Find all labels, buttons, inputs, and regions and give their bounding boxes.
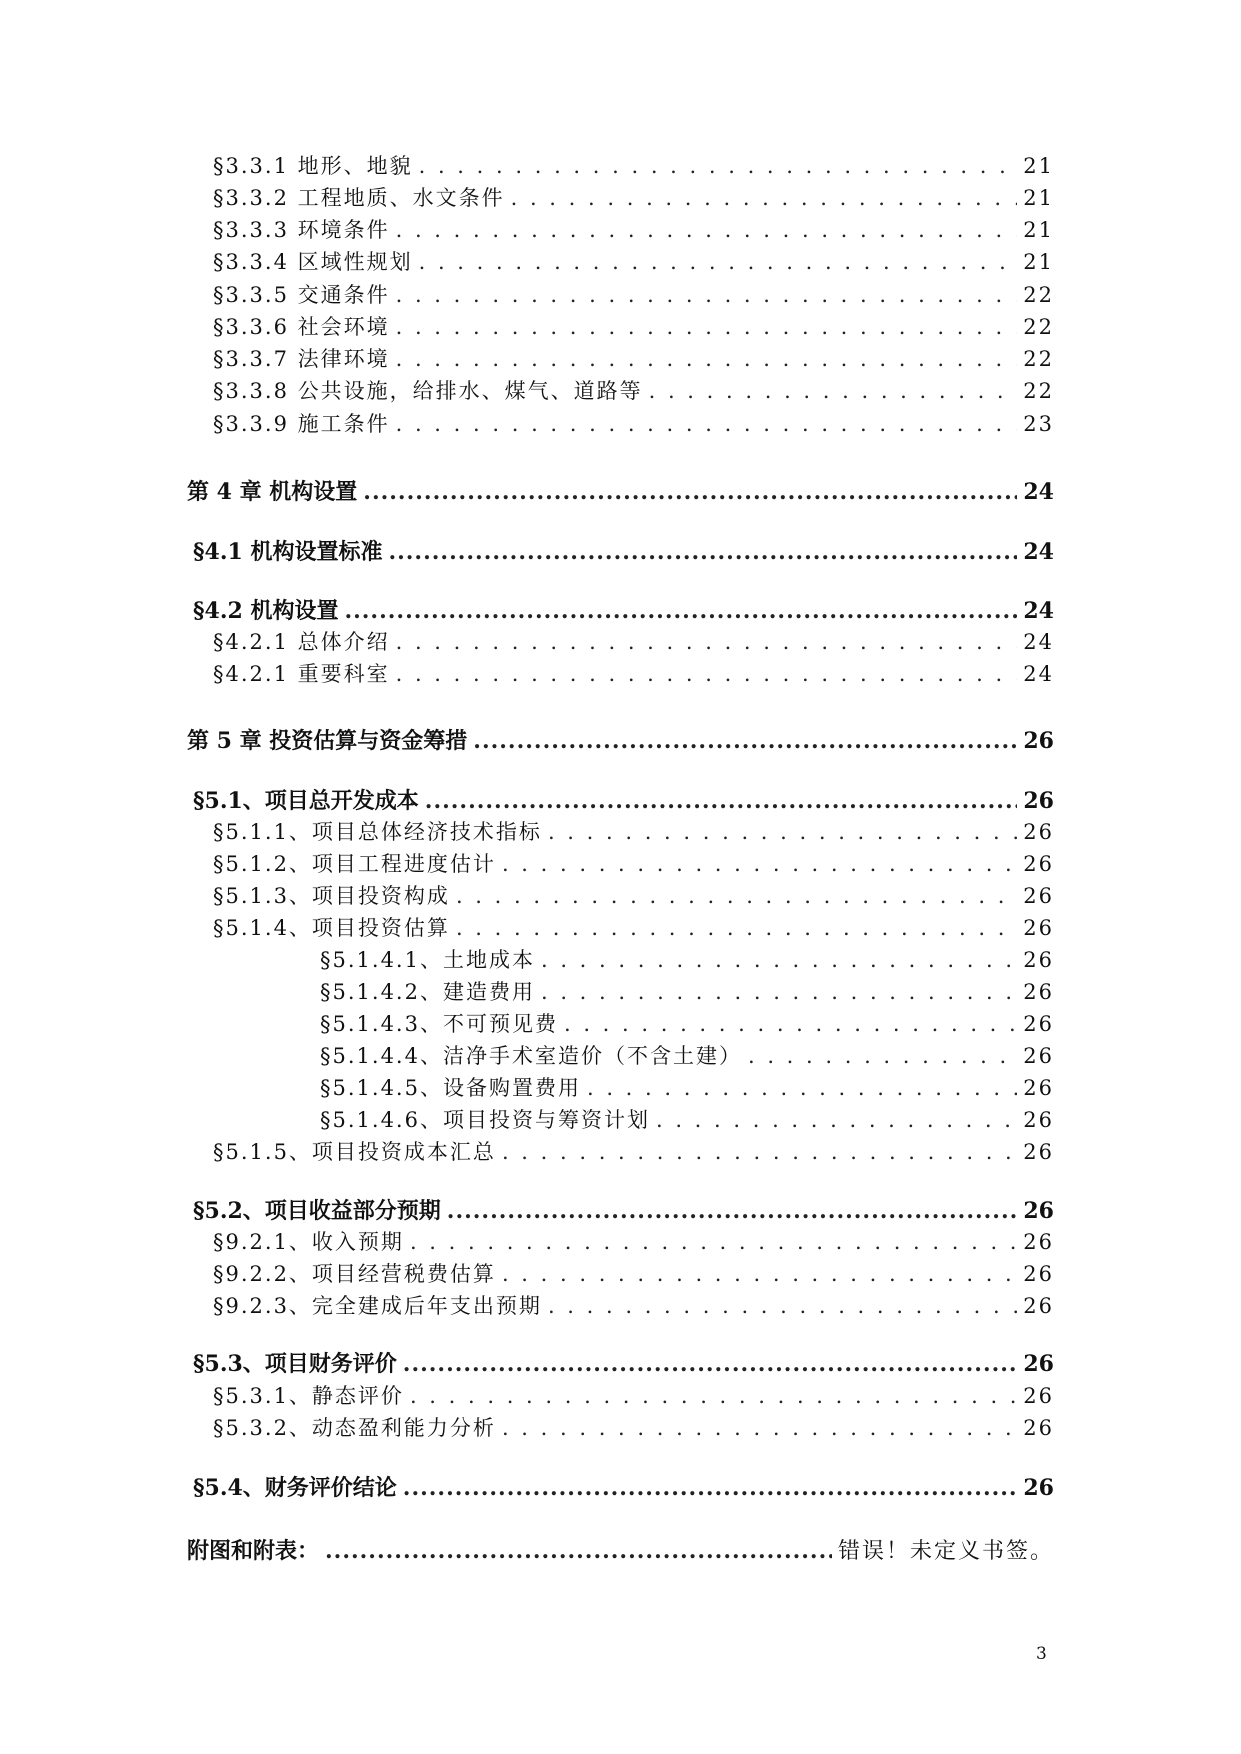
dot-leader bbox=[541, 977, 1017, 1007]
toc-entry-page: 22 bbox=[1023, 283, 1054, 307]
toc-entry-title: §3.3.8 公共设施，给排水、煤气、道路等 bbox=[213, 379, 643, 403]
dot-leader bbox=[344, 596, 1017, 626]
toc-section-entry[interactable] bbox=[193, 1349, 1054, 1379]
toc-entry-title: §5.3、项目财务评价 bbox=[193, 1351, 397, 1377]
toc-entry-page: 26 bbox=[1023, 1044, 1054, 1068]
toc-entry[interactable] bbox=[213, 881, 1054, 911]
toc-entry-title: 附图和附表： bbox=[187, 1538, 320, 1564]
toc-section-entry[interactable] bbox=[193, 596, 1054, 626]
toc-entry[interactable] bbox=[213, 659, 1054, 689]
dot-leader bbox=[396, 409, 1018, 439]
toc-entry[interactable] bbox=[213, 183, 1054, 213]
toc-entry-page: 21 bbox=[1023, 218, 1054, 242]
toc-entry-title: 第 4 章 机构设置 bbox=[187, 479, 358, 505]
toc-entry-title: §3.3.6 社会环境 bbox=[213, 315, 390, 339]
toc-section-entry[interactable] bbox=[193, 1196, 1054, 1226]
toc-entry-title: §9.2.2、项目经营税费估算 bbox=[213, 1262, 496, 1286]
dot-leader bbox=[410, 1227, 1017, 1257]
dot-leader bbox=[502, 849, 1017, 879]
toc-entry[interactable] bbox=[213, 627, 1054, 657]
dot-leader bbox=[419, 247, 1018, 277]
dot-leader bbox=[396, 344, 1018, 374]
toc-entry-title: §3.3.3 环境条件 bbox=[213, 218, 390, 242]
toc-entry-title: §3.3.4 区域性规划 bbox=[213, 250, 413, 274]
toc-entry-page: 22 bbox=[1023, 347, 1054, 371]
dot-leader bbox=[656, 1105, 1017, 1135]
dot-leader bbox=[419, 151, 1018, 181]
toc-entry-page: 26 bbox=[1023, 728, 1054, 754]
dot-leader bbox=[396, 215, 1018, 245]
dot-leader bbox=[403, 1473, 1018, 1503]
toc-entry[interactable] bbox=[213, 1291, 1054, 1321]
toc-entry-page: 26 bbox=[1023, 1230, 1054, 1254]
dot-leader bbox=[325, 1536, 832, 1566]
toc-entry[interactable] bbox=[213, 247, 1054, 277]
toc-section-entry[interactable] bbox=[193, 537, 1054, 567]
dot-leader bbox=[548, 817, 1017, 847]
toc-entry-title: §3.3.5 交通条件 bbox=[213, 283, 390, 307]
toc-entry[interactable] bbox=[213, 1227, 1054, 1257]
toc-entry-page: 26 bbox=[1023, 1416, 1054, 1440]
toc-entry[interactable] bbox=[213, 344, 1054, 374]
toc-entry-page: 24 bbox=[1023, 479, 1054, 505]
toc-section-entry[interactable] bbox=[193, 786, 1054, 816]
toc-entry-title: §5.1.5、项目投资成本汇总 bbox=[213, 1140, 496, 1164]
dot-leader bbox=[396, 312, 1018, 342]
page-number: 3 bbox=[1036, 1644, 1047, 1664]
toc-section-entry[interactable] bbox=[193, 1473, 1054, 1503]
toc-entry-page: 26 bbox=[1023, 916, 1054, 940]
toc-entry[interactable] bbox=[213, 1137, 1054, 1167]
toc-entry-page: 26 bbox=[1023, 1294, 1054, 1318]
dot-leader bbox=[396, 659, 1018, 689]
toc-entry-title: §5.1.4.3、不可预见费 bbox=[320, 1012, 558, 1036]
toc-entry-page: 21 bbox=[1023, 154, 1054, 178]
toc-entry[interactable] bbox=[213, 215, 1054, 245]
toc-entry-title: §5.1.1、项目总体经济技术指标 bbox=[213, 820, 542, 844]
toc-entry-title: §5.4、财务评价结论 bbox=[193, 1475, 397, 1501]
toc-entry[interactable] bbox=[213, 151, 1054, 181]
toc-entry-title: 第 5 章 投资估算与资金筹措 bbox=[187, 728, 468, 754]
toc-entry-page: 26 bbox=[1023, 1108, 1054, 1132]
toc-entry[interactable] bbox=[213, 1259, 1054, 1289]
dot-leader bbox=[564, 1009, 1017, 1039]
dot-leader bbox=[456, 881, 1017, 911]
toc-entry-title: §5.1.4.5、设备购置费用 bbox=[320, 1076, 581, 1100]
bookmark-error-text: 错误！未定义书签。 bbox=[837, 1539, 1054, 1564]
toc-entry[interactable] bbox=[213, 913, 1054, 943]
dot-leader bbox=[502, 1413, 1017, 1443]
toc-entry-page: 26 bbox=[1023, 788, 1054, 814]
dot-leader bbox=[748, 1041, 1017, 1071]
toc-entry[interactable] bbox=[213, 409, 1054, 439]
toc-entry-title: §5.1.3、项目投资构成 bbox=[213, 884, 450, 908]
toc-entry[interactable] bbox=[320, 945, 1054, 975]
toc-chapter-entry[interactable] bbox=[187, 726, 1054, 756]
toc-entry-page: 21 bbox=[1023, 250, 1054, 274]
toc-entry[interactable] bbox=[320, 1073, 1054, 1103]
toc-entry[interactable] bbox=[213, 312, 1054, 342]
toc-entry-title: §9.2.1、收入预期 bbox=[213, 1230, 404, 1254]
dot-leader bbox=[396, 280, 1018, 310]
dot-leader bbox=[410, 1381, 1017, 1411]
toc-entry-page: 26 bbox=[1023, 884, 1054, 908]
dot-leader bbox=[548, 1291, 1017, 1321]
toc-entry-page: 26 bbox=[1023, 820, 1054, 844]
toc-entry[interactable] bbox=[320, 1009, 1054, 1039]
toc-entry[interactable] bbox=[320, 1041, 1054, 1071]
toc-entry-title: §5.3.2、动态盈利能力分析 bbox=[213, 1416, 496, 1440]
dot-leader bbox=[403, 1349, 1018, 1379]
toc-entry-title: §5.2、项目收益部分预期 bbox=[193, 1198, 441, 1224]
toc-entry-page: 23 bbox=[1023, 412, 1054, 436]
dot-leader bbox=[473, 726, 1017, 756]
toc-entry-title: §5.1.4.4、洁净手术室造价（不含土建） bbox=[320, 1044, 742, 1068]
toc-entry-page: 26 bbox=[1023, 1076, 1054, 1100]
toc-entry-title: §4.1 机构设置标准 bbox=[193, 539, 383, 565]
toc-entry-page: 24 bbox=[1023, 662, 1054, 686]
toc-entry[interactable] bbox=[213, 376, 1054, 406]
dot-leader bbox=[502, 1259, 1017, 1289]
toc-entry-page: 21 bbox=[1023, 186, 1054, 210]
dot-leader bbox=[363, 477, 1017, 507]
toc-entry-title: §9.2.3、完全建成后年支出预期 bbox=[213, 1294, 542, 1318]
toc-entry-title: §5.1.4.1、土地成本 bbox=[320, 948, 535, 972]
toc-appendix-entry[interactable] bbox=[187, 1536, 1054, 1566]
toc-entry-page: 26 bbox=[1023, 1140, 1054, 1164]
dot-leader bbox=[649, 376, 1018, 406]
toc-entry-page: 26 bbox=[1023, 1262, 1054, 1286]
toc-entry[interactable] bbox=[213, 1413, 1054, 1443]
toc-entry-title: §3.3.1 地形、地貌 bbox=[213, 154, 413, 178]
dot-leader bbox=[388, 537, 1017, 567]
toc-entry-title: §3.3.7 法律环境 bbox=[213, 347, 390, 371]
dot-leader bbox=[396, 627, 1018, 657]
toc-entry-page: 26 bbox=[1023, 1012, 1054, 1036]
toc-entry-page: 26 bbox=[1023, 1384, 1054, 1408]
toc-entry-page: 26 bbox=[1023, 948, 1054, 972]
toc-entry-title: §5.1.2、项目工程进度估计 bbox=[213, 852, 496, 876]
toc-entry[interactable] bbox=[213, 280, 1054, 310]
toc-entry-title: §4.2 机构设置 bbox=[193, 598, 339, 624]
toc-entry-page: 26 bbox=[1023, 980, 1054, 1004]
toc-entry[interactable] bbox=[320, 1105, 1054, 1135]
toc-entry-page: 22 bbox=[1023, 315, 1054, 339]
dot-leader bbox=[511, 183, 1018, 213]
toc-chapter-entry[interactable] bbox=[187, 477, 1054, 507]
toc-entry[interactable] bbox=[213, 849, 1054, 879]
toc-entry-page: 26 bbox=[1023, 1475, 1054, 1501]
toc-entry-title: §5.1.4.2、建造费用 bbox=[320, 980, 535, 1004]
toc-entry-title: §5.1、项目总开发成本 bbox=[193, 788, 419, 814]
toc-entry-title: §5.3.1、静态评价 bbox=[213, 1384, 404, 1408]
toc-entry-page: 24 bbox=[1023, 598, 1054, 624]
dot-leader bbox=[541, 945, 1017, 975]
toc-entry-title: §5.1.4、项目投资估算 bbox=[213, 916, 450, 940]
dot-leader bbox=[425, 786, 1018, 816]
dot-leader bbox=[587, 1073, 1017, 1103]
toc-entry-page: 22 bbox=[1023, 379, 1054, 403]
toc-entry-page: 26 bbox=[1023, 1198, 1054, 1224]
dot-leader bbox=[447, 1196, 1018, 1226]
toc-entry-title: §4.2.1 重要科室 bbox=[213, 662, 390, 686]
dot-leader bbox=[456, 913, 1017, 943]
toc-entry[interactable] bbox=[320, 977, 1054, 1007]
toc-entry-title: §3.3.9 施工条件 bbox=[213, 412, 390, 436]
toc-entry-title: §3.3.2 工程地质、水文条件 bbox=[213, 186, 505, 210]
toc-entry-title: §4.2.1 总体介绍 bbox=[213, 630, 390, 654]
dot-leader bbox=[502, 1137, 1017, 1167]
toc-entry-page: 24 bbox=[1023, 539, 1054, 565]
toc-entry-page: 26 bbox=[1023, 852, 1054, 876]
toc-entry[interactable] bbox=[213, 817, 1054, 847]
toc-entry-title: §5.1.4.6、项目投资与筹资计划 bbox=[320, 1108, 650, 1132]
toc-entry[interactable] bbox=[213, 1381, 1054, 1411]
toc-entry-page: 24 bbox=[1023, 630, 1054, 654]
toc-entry-page: 26 bbox=[1023, 1351, 1054, 1377]
